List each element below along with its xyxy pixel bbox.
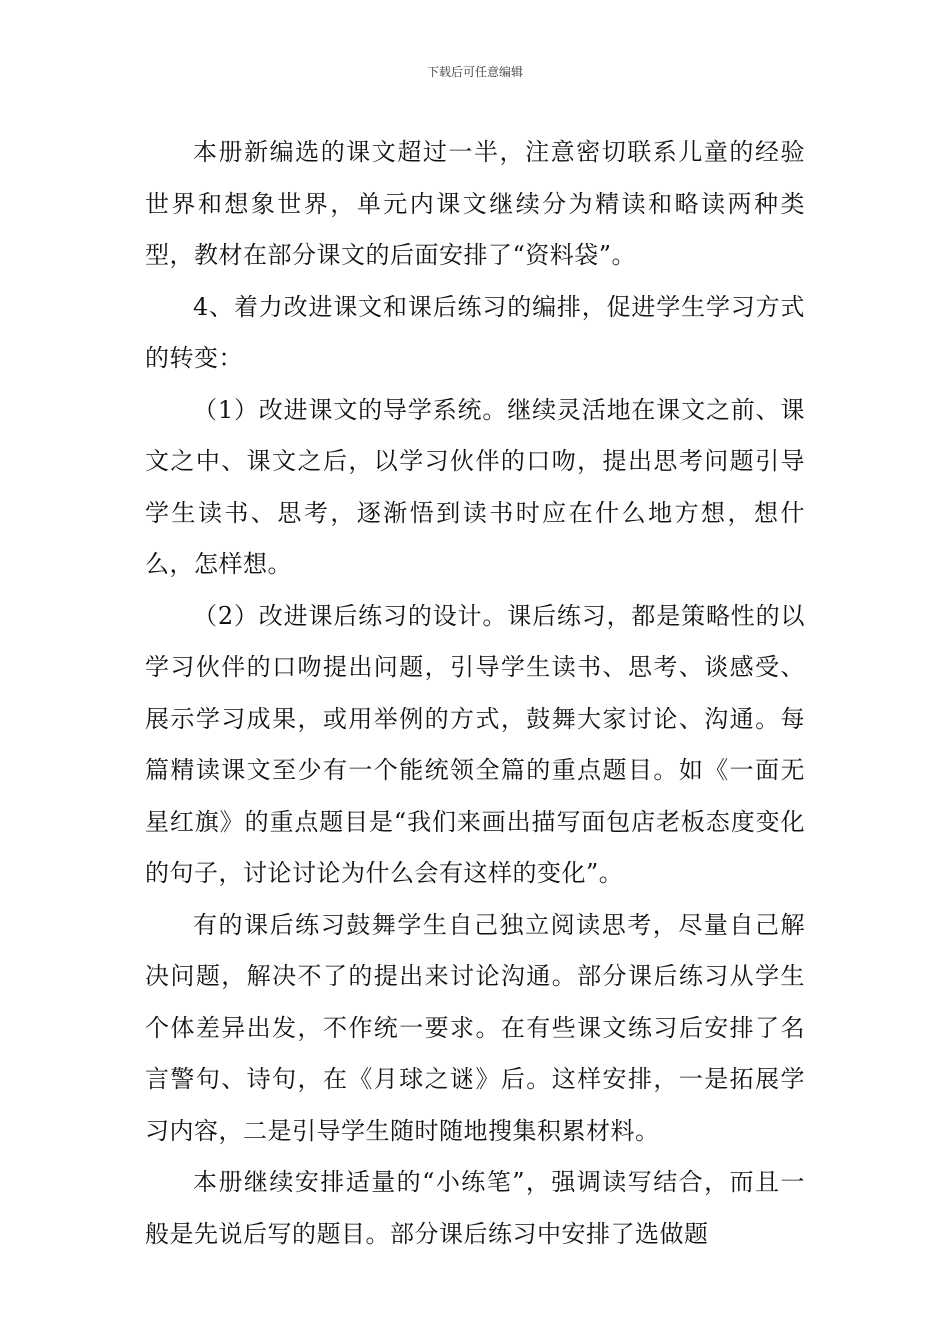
- paragraph-section-4-heading: 4、着力改进课文和课后练习的编排，促进学生学习方式的转变：: [145, 292, 805, 372]
- paragraph-new-texts: 本册新编选的课文超过一半，注意密切联系儿童的经验世界和想象世界，单元内课文继续分为精读和略读两种类型，教材在部分课文的后面安排了“资料袋”。: [145, 138, 805, 269]
- paragraph-exercise-design: （2）改进课后练习的设计。课后练习，都是策略性的以学习伙伴的口吻提出问题，引导学生读书、思考、谈感受、展示学习成果，或用举例的方式，鼓舞大家讨论、沟通。每篇精读课文至少有一个能统领全篇的重点题目。如《一面无星红旗》的重点题目是“我们来画出描写面包店老板态度变化的句子，讨论讨论为什么会有这样的变化”。: [145, 601, 805, 887]
- paragraph-guidance-system: （1）改进课文的导学系统。继续灵活地在课文之前、课文之中、课文之后，以学习伙伴的口吻，提出思考问题引导学生读书、思考，逐渐悟到读书时应在什么地方想，想什么，怎样想。: [145, 395, 805, 578]
- document-body: [145, 127, 805, 1260]
- paragraph-independent-reading: 有的课后练习鼓舞学生自己独立阅读思考，尽量自己解决问题，解决不了的提出来讨论沟通。部分课后练习从学生个体差异出发，不作统一要求。在有些课文练习后安排了名言警句、诗句，在《月球之谜》后。这样安排，一是拓展学习内容，二是引导学生随时随地搜集积累材料。: [145, 910, 805, 1145]
- header-note: 下载后可任意编辑: [426, 65, 523, 79]
- paragraph-writing-practice: 本册继续安排适量的“小练笔”，强调读写结合，而且一般是先说后写的题目。部分课后练习中安排了选做题: [145, 1168, 805, 1248]
